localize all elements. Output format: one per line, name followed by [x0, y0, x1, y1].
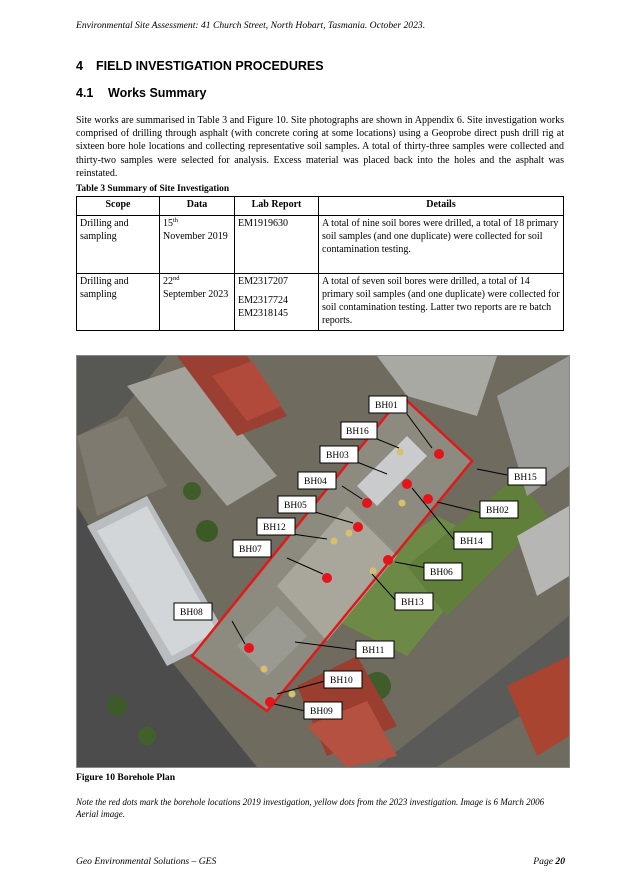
running-header: Environmental Site Assessment: 41 Church Street, North Hobart, Tasmania. October 2023. [76, 20, 426, 31]
footer-company: Geo Environmental Solutions – GES [76, 856, 217, 867]
figure-caption: Figure 10 Borehole Plan [76, 772, 176, 783]
svg-text:BH15: BH15 [514, 473, 537, 483]
svg-text:BH06: BH06 [430, 568, 453, 578]
svg-text:BH04: BH04 [304, 477, 327, 487]
label-bh14 [454, 532, 492, 549]
header-scope: Scope [77, 197, 160, 216]
svg-text:BH09: BH09 [310, 707, 333, 717]
section-heading [76, 59, 324, 73]
cell-details: A total of nine soil bores were drilled, a total of 18 primary soil samples (and one duplicate) were collected for soil contamination testing. [319, 216, 564, 274]
label-bh12 [257, 518, 295, 535]
cell-scope: Drilling and sampling [77, 216, 160, 274]
cell-scope: Drilling and sampling [77, 274, 160, 331]
svg-text:BH07: BH07 [239, 545, 262, 555]
svg-text:BH10: BH10 [330, 676, 353, 686]
svg-text:BH02: BH02 [486, 506, 509, 516]
svg-text:BH16: BH16 [346, 427, 369, 437]
svg-text:BH08: BH08 [180, 608, 203, 618]
subsection-heading [76, 86, 206, 100]
site-investigation-table [76, 196, 564, 331]
header-data: Data [160, 197, 235, 216]
label-bh04 [298, 472, 336, 489]
figure-note: Note the red dots mark the borehole locations 2019 investigation, yellow dots from the 2023 investigation. Image is 6 March 2006 Aerial image. [76, 797, 545, 819]
label-bh08 [174, 603, 212, 620]
table-row [77, 216, 564, 274]
label-bh11 [356, 641, 394, 658]
svg-text:BH03: BH03 [326, 451, 349, 461]
cell-lab-report: EM1919630 [235, 216, 319, 274]
label-bh03 [320, 446, 358, 463]
cell-details: A total of seven soil bores were drilled, a total of 14 primary soil samples (and one duplicate) were collected for soil contamination testing. Latter two reports are re batch reports. [319, 274, 564, 331]
label-bh02 [480, 501, 518, 518]
aerial-image [77, 356, 569, 767]
subsection-number: 4.1 [76, 86, 94, 100]
label-bh10 [324, 671, 362, 688]
svg-text:BH12: BH12 [263, 523, 286, 533]
header-details: Details [319, 197, 564, 216]
label-bh01 [369, 396, 407, 413]
svg-text:BH05: BH05 [284, 501, 307, 511]
svg-text:BH14: BH14 [460, 537, 483, 547]
header-lab-report: Lab Report [235, 197, 319, 216]
label-bh07 [233, 540, 271, 557]
label-bh09 [304, 702, 342, 719]
svg-text:BH11: BH11 [362, 646, 385, 656]
table-caption: Table 3 Summary of Site Investigation [76, 184, 230, 194]
label-bh13 [395, 593, 433, 610]
table-header-row [77, 197, 564, 216]
cell-lab-report: EM2317207 EM2317724 EM2318145 [235, 274, 319, 331]
label-bh05 [278, 496, 316, 513]
subsection-title: Works Summary [108, 86, 207, 100]
cell-date: 15th November 2019 [160, 216, 235, 274]
footer-page: Page 20 [533, 856, 565, 867]
label-bh16 [341, 422, 377, 439]
section-number: 4 [76, 59, 83, 73]
svg-text:BH13: BH13 [401, 598, 424, 608]
section-title: FIELD INVESTIGATION PROCEDURES [96, 59, 324, 73]
borehole-plan-figure [76, 355, 570, 768]
label-bh15 [508, 468, 546, 485]
cell-date: 22nd September 2023 [160, 274, 235, 331]
svg-text:BH01: BH01 [375, 401, 398, 411]
table-row [77, 274, 564, 331]
label-bh06 [424, 563, 462, 580]
works-summary-paragraph: Site works are summarised in Table 3 and Figure 10. Site photographs are shown in Appendix 6. Site investigation works comprised of drilling through asphalt (with concrete coring at some locations) using a Geoprobe direct push drill rig at sixteen bore hole locations and collecting representative soil samples. A total of thirty-three samples were collected and thirty-two samples were selected for analysis. Excess material was placed back into the holes and the asphalt was reinstated. [76, 115, 564, 179]
